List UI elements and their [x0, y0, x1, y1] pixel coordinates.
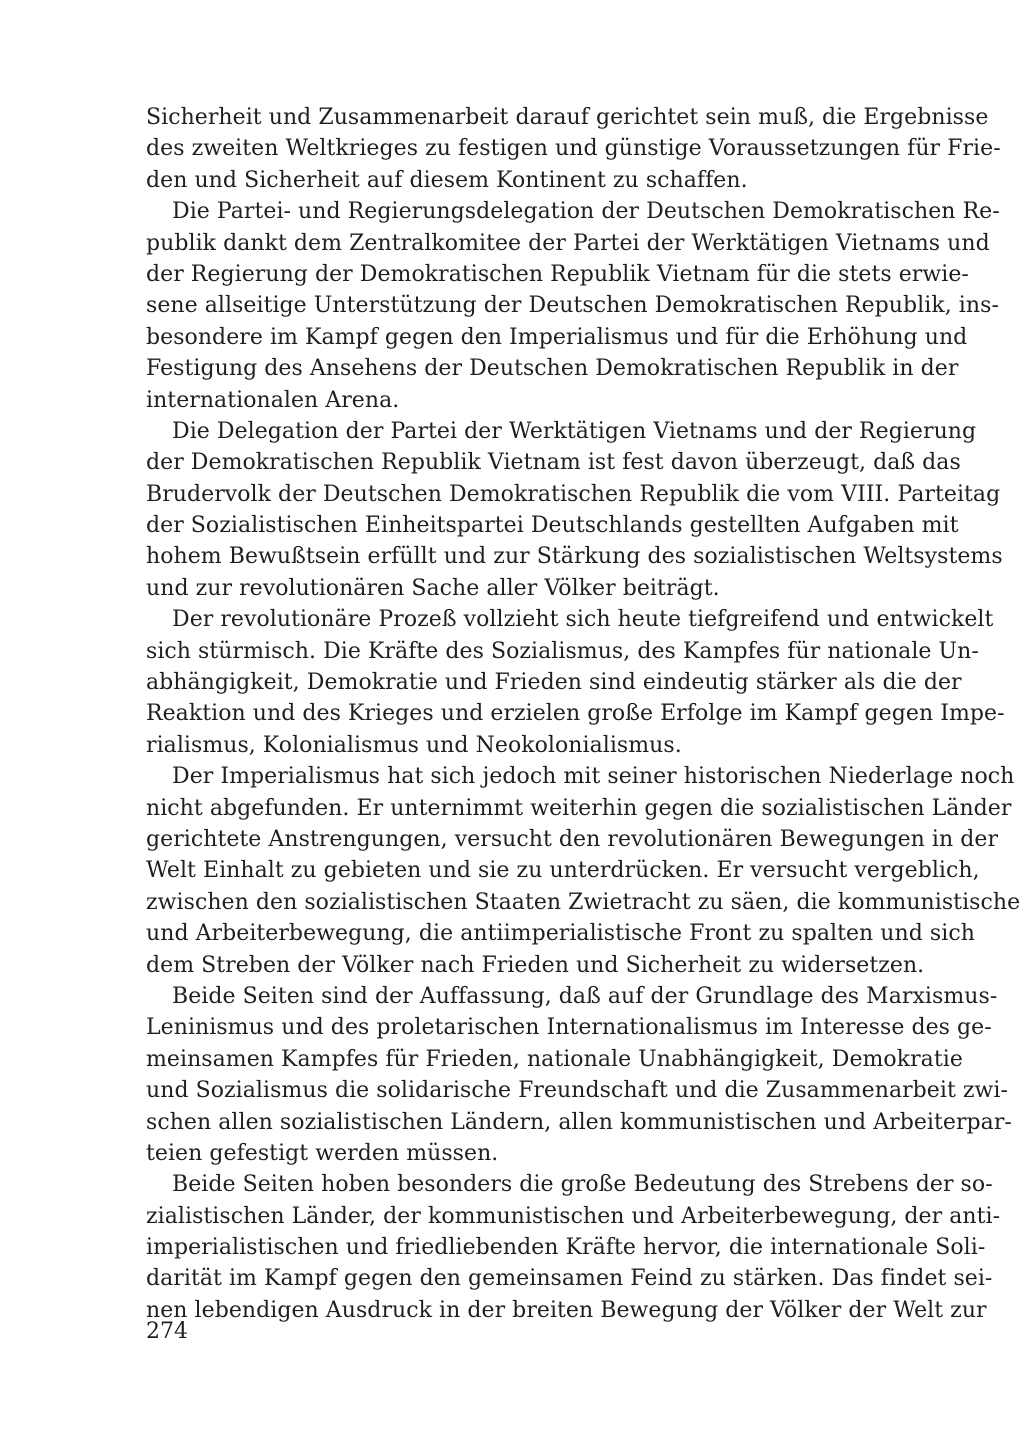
paragraph — [146, 416, 1003, 604]
text-line: Festigung des Ansehens der Deutschen Demokratischen Republik in der — [146, 356, 959, 382]
text-line: Welt Einhalt zu gebieten und sie zu unterdrücken. Er versucht vergeblich, — [146, 858, 980, 884]
paragraph — [146, 102, 1001, 196]
text-line: zialistischen Länder, der kommunistischen und Arbeiterbewegung, der anti- — [146, 1203, 1001, 1229]
body-text — [146, 102, 1021, 1326]
page-number: 274 — [146, 1319, 188, 1344]
paragraph — [146, 981, 1012, 1169]
text-line: imperialistischen und friedliebenden Kräfte hervor, die internationale Soli- — [146, 1235, 986, 1261]
text-line: den und Sicherheit auf diesem Kontinent zu schaffen. — [146, 167, 748, 193]
text-line: Beide Seiten hoben besonders die große Bedeutung des Strebens der so- — [172, 1172, 993, 1198]
paragraph — [146, 1169, 1001, 1326]
text-line: publik dankt dem Zentralkomitee der Partei der Werktätigen Vietnams und — [146, 230, 990, 256]
text-line: der Sozialistischen Einheitspartei Deutschlands gestellten Aufgaben mit — [146, 513, 959, 539]
text-line: nicht abgefunden. Er unternimmt weiterhin gegen die sozialistischen Länder — [146, 795, 1012, 821]
text-line: zwischen den sozialistischen Staaten Zwietracht zu säen, die kommunistische — [146, 889, 1021, 915]
text-line: Sicherheit und Zusammenarbeit darauf gerichtet sein muß, die Ergebnisse — [146, 105, 989, 130]
text-line: gerichtete Anstrengungen, versucht den revolutionären Bewegungen in der — [146, 826, 999, 852]
text-line: der Demokratischen Republik Vietnam ist fest davon überzeugt, daß das — [146, 450, 961, 476]
text-line: Beide Seiten sind der Auffassung, daß auf der Grundlage des Marxismus- — [172, 983, 998, 1009]
paragraph — [146, 604, 1005, 761]
text-line: Brudervolk der Deutschen Demokratischen Republik die vom VIII. Parteitag — [146, 481, 1001, 507]
text-line: teien gefestigt werden müssen. — [146, 1140, 499, 1166]
paragraph — [146, 196, 1000, 416]
text-line: abhängigkeit, Demokratie und Frieden sind eindeutig stärker als die der — [146, 670, 962, 696]
text-line: Leninismus und des proletarischen Internationalismus im Interesse des ge- — [146, 1015, 992, 1041]
text-line: und Arbeiterbewegung, die antiimperialistische Front zu spalten und sich — [146, 921, 975, 947]
text-line: und zur revolutionären Sache aller Völker beiträgt. — [146, 575, 720, 601]
paragraph — [146, 761, 1021, 981]
text-line: und Sozialismus die solidarische Freundschaft und die Zusammenarbeit zwi- — [146, 1078, 1008, 1104]
text-line: der Regierung der Demokratischen Republik Vietnam für die stets erwie- — [146, 261, 969, 287]
text-line: meinsamen Kampfes für Frieden, nationale Unabhängigkeit, Demokratie — [146, 1046, 963, 1072]
text-line: Der Imperialismus hat sich jedoch mit seiner historischen Niederlage noch — [172, 764, 1015, 790]
text-line: sene allseitige Unterstützung der Deutschen Demokratischen Republik, ins- — [146, 293, 999, 319]
text-line: Reaktion und des Krieges und erzielen große Erfolge im Kampf gegen Impe- — [146, 701, 1005, 727]
text-line: dem Streben der Völker nach Frieden und Sicherheit zu widersetzen. — [146, 952, 925, 978]
text-line: schen allen sozialistischen Ländern, allen kommunistischen und Arbeiterpar- — [146, 1109, 1012, 1135]
text-line: besondere im Kampf gegen den Imperialismus und für die Erhöhung und — [146, 324, 968, 350]
text-line: darität im Kampf gegen den gemeinsamen Feind zu stärken. Das findet sei- — [146, 1266, 993, 1292]
text-line: hohem Bewußtsein erfüllt und zur Stärkung des sozialistischen Weltsystems — [146, 544, 1003, 570]
text-line: Die Delegation der Partei der Werktätigen Vietnams und der Regierung — [172, 418, 977, 444]
text-line: Die Partei- und Regierungsdelegation der Deutschen Demokratischen Re- — [172, 199, 1000, 225]
text-line: nen lebendigen Ausdruck in der breiten Bewegung der Völker der Welt zur — [146, 1297, 987, 1323]
text-line: des zweiten Weltkrieges zu festigen und günstige Voraussetzungen für Frie- — [146, 136, 1001, 162]
text-line: Der revolutionäre Prozeß vollzieht sich heute tiefgreifend und entwickelt — [172, 607, 994, 633]
text-line: sich stürmisch. Die Kräfte des Sozialismus, des Kampfes für nationale Un- — [146, 638, 979, 664]
text-line: rialismus, Kolonialismus und Neokolonialismus. — [146, 732, 682, 758]
text-line: internationalen Arena. — [146, 387, 400, 413]
